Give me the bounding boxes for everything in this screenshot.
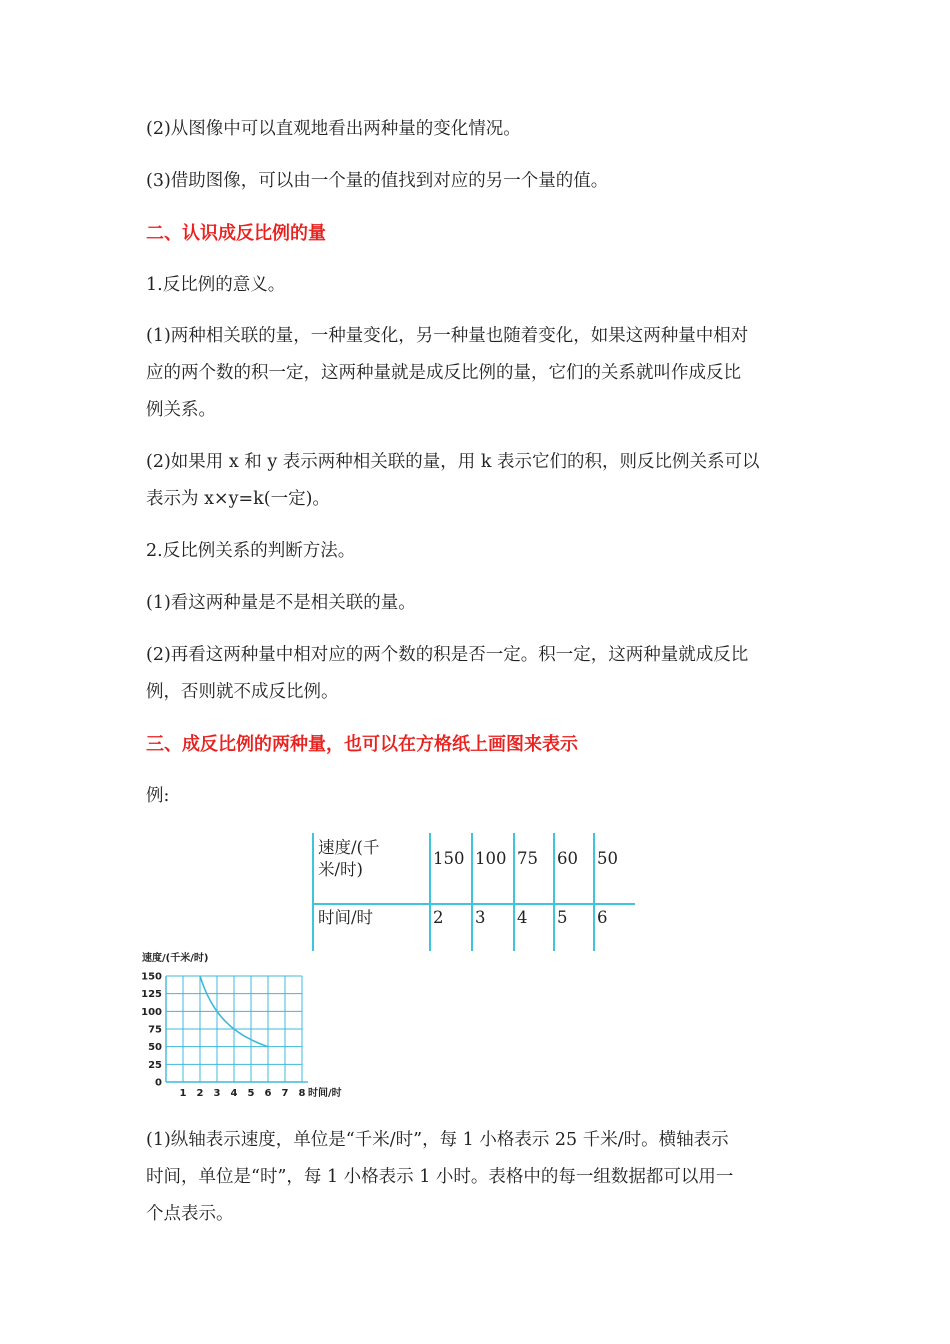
table-cell: 2 — [433, 908, 444, 927]
x-tick-label: 6 — [264, 1088, 272, 1099]
x-tick-label: 5 — [247, 1088, 255, 1099]
table-cell: 60 — [557, 849, 578, 868]
y-tick-label: 150 — [141, 971, 162, 983]
y-tick-label: 75 — [148, 1024, 162, 1036]
y-tick-label: 50 — [148, 1042, 162, 1054]
table-divider — [312, 833, 314, 951]
table-cell: 5 — [557, 908, 568, 927]
table-cell: 6 — [597, 908, 608, 927]
y-tick-label: 125 — [141, 989, 162, 1001]
y-tick-label: 0 — [155, 1077, 162, 1089]
text-line: (2)从图像中可以直观地看出两种量的变化情况。 — [146, 119, 521, 139]
table-divider — [312, 903, 635, 905]
text-line: 时间，单位是“时”，每 1 小格表示 1 小时。表格中的每一组数据都可以用一 — [146, 1167, 734, 1187]
x-tick-label: 3 — [213, 1088, 221, 1099]
table-cell: 100 — [475, 849, 507, 868]
table-cell: 150 — [433, 849, 465, 868]
table-divider — [513, 833, 515, 951]
table-divider — [593, 833, 595, 951]
text-line: (3)借助图像，可以由一个量的值找到对应的另一个量的值。 — [146, 171, 609, 191]
text-line: 2.反比例关系的判断方法。 — [146, 541, 356, 561]
data-table — [312, 833, 635, 951]
text-line: (1)看这两种量是不是相关联的量。 — [146, 593, 416, 613]
y-tick-label: 100 — [141, 1006, 162, 1018]
section-heading: 三、成反比例的两种量，也可以在方格纸上画图来表示 — [146, 734, 578, 755]
text-line: 1.反比例的意义。 — [146, 275, 286, 295]
section-heading: 二、认识成反比例的量 — [146, 223, 326, 244]
text-line: (2)如果用 x 和 y 表示两种相关联的量，用 k 表示它们的积，则反比例关系可以 — [146, 452, 760, 472]
text-line: 例，否则就不成反比例。 — [146, 682, 339, 702]
x-tick-label: 8 — [298, 1088, 306, 1099]
y-axis-label: 速度/(千米/时) — [142, 953, 209, 964]
text-line: 例: — [146, 786, 170, 806]
table-cell: 50 — [597, 849, 618, 868]
text-line: 个点表示。 — [146, 1204, 234, 1224]
table-divider — [471, 833, 473, 951]
x-tick-label: 1 — [179, 1088, 187, 1099]
text-line: (2)再看这两种量中相对应的两个数的积是否一定。积一定，这两种量就成反比 — [146, 645, 749, 665]
text-line: (1)两种相关联的量，一种量变化，另一种量也随着变化，如果这两种量中相对 — [146, 326, 749, 346]
table-cell: 4 — [517, 908, 528, 927]
speed-time-chart — [138, 948, 368, 1108]
x-tick-label: 7 — [281, 1088, 289, 1099]
text-line: 表示为 x×y=k(一定)。 — [146, 489, 330, 509]
x-tick-label: 2 — [196, 1088, 204, 1099]
text-line: 应的两个数的积一定，这两种量就是成反比例的量，它们的关系就叫作成反比 — [146, 363, 741, 383]
table-header-speed: 米/时) — [318, 860, 363, 879]
table-header-time: 时间/时 — [318, 908, 374, 927]
table-cell: 75 — [517, 849, 538, 868]
x-axis-label: 时间/时 — [308, 1088, 342, 1099]
y-tick-label: 25 — [148, 1059, 162, 1071]
table-divider — [429, 833, 431, 951]
table-header-speed: 速度/(千 — [318, 838, 380, 857]
x-tick-label: 4 — [230, 1088, 238, 1099]
text-line: 例关系。 — [146, 400, 216, 420]
table-divider — [553, 833, 555, 951]
table-cell: 3 — [475, 908, 486, 927]
text-line: (1)纵轴表示速度，单位是“千米/时”，每 1 小格表示 25 千米/时。横轴表示 — [146, 1130, 729, 1150]
